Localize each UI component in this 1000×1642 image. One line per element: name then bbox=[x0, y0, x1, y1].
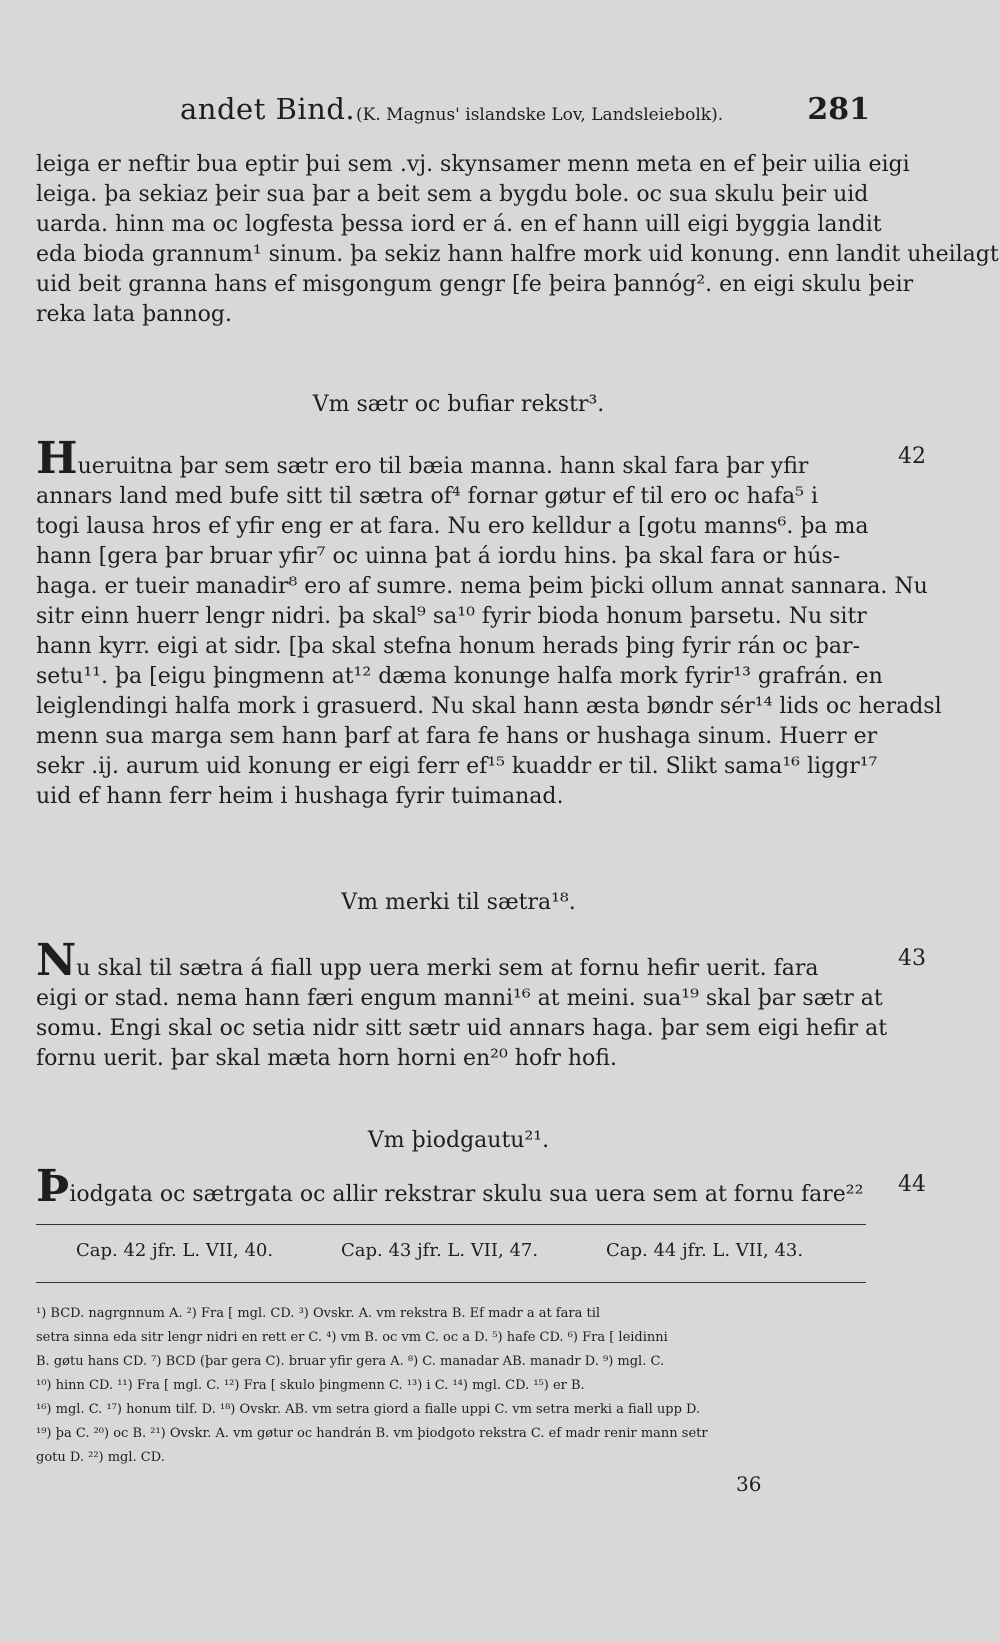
text-line: haga. er tueir manadir⁸ ero af sumre. nema þeim þicki ollum annat sannara. Nu bbox=[36, 574, 928, 599]
footnote-line: B. gøtu hans CD. ⁷) BCD (þar gera C). bruar yfir gera A. ⁸) C. manadar AB. manadr D. ⁹) mgl. C. bbox=[36, 1354, 665, 1369]
text-line: Nu skal til sætra á fiall upp uera merki sem at fornu hefir uerit. fara bbox=[36, 935, 819, 986]
text-line: uid ef hann ferr heim i hushaga fyrir tuimanad. bbox=[36, 784, 564, 809]
text-line: eda bioda grannum¹ sinum. þa sekiz hann halfre mork uid konung. enn landit uheilagt bbox=[36, 242, 999, 267]
section-heading-44: Vm þiodgautu²¹. bbox=[367, 1128, 550, 1153]
section-heading-43: Vm merki til sætra¹⁸. bbox=[341, 890, 576, 915]
text-line: setu¹¹. þa [eigu þingmenn at¹² dæma konunge halfa mork fyrir¹³ grafrán. en bbox=[36, 664, 883, 689]
footnote-line: ¹) BCD. nagrgnnum A. ²) Fra [ mgl. CD. ³) Ovskr. A. vm rekstra B. Ef madr a at fara til bbox=[36, 1306, 601, 1321]
section-text-43 bbox=[36, 935, 888, 1074]
page-number: 281 bbox=[807, 92, 870, 127]
text-line: leiglendingi halfa mork i grasuerd. Nu skal hann æsta bøndr sér¹⁴ lids oc heradsl bbox=[36, 694, 942, 719]
divider-rule bbox=[36, 1224, 866, 1225]
footnote-line: ¹⁶) mgl. C. ¹⁷) honum tilf. D. ¹⁸) Ovskr. AB. vm setra giord a fialle uppi C. vm setra merki a fiall upp D. bbox=[36, 1402, 701, 1417]
footnote-line: setra sinna eda sitr lengr nidri en rett er C. ⁴) vm B. oc vm C. oc a D. ⁵) hafe CD. ⁶) Fra [ leidinni bbox=[36, 1330, 668, 1345]
text-line: hann kyrr. eigi at sidr. [þa skal stefna honum herads þing fyrir rán oc þar- bbox=[36, 634, 861, 659]
text-line: togi lausa hros ef yfir eng er at fara. Nu ero kelldur a [gotu manns⁶. þa ma bbox=[36, 514, 869, 539]
text-line: hann [gera þar bruar yfir⁷ oc uinna þat á iordu hins. þa skal fara or hús- bbox=[36, 544, 841, 569]
reference-44: Cap. 44 jfr. L. VII, 43. bbox=[606, 1240, 804, 1261]
text-line: reka lata þannog. bbox=[36, 302, 232, 327]
reference-42: Cap. 42 jfr. L. VII, 40. bbox=[76, 1240, 274, 1261]
footnote-line: gotu D. ²²) mgl. CD. bbox=[36, 1450, 165, 1465]
text-line: Hueruitna þar sem sætr ero til bæia manna. hann skal fara þar yfir bbox=[36, 433, 809, 484]
text-line: sitr einn huerr lengr nidri. þa skal⁹ sa¹⁰ fyrir bioda honum þarsetu. Nu sitr bbox=[36, 604, 867, 629]
running-header bbox=[180, 92, 870, 136]
footnote-line: ¹⁰) hinn CD. ¹¹) Fra [ mgl. C. ¹²) Fra [ skulo þingmenn C. ¹³) i C. ¹⁴) mgl. CD. ¹⁵) er B. bbox=[36, 1378, 585, 1393]
signature-mark: 36 bbox=[736, 1472, 762, 1496]
text-line: menn sua marga sem hann þarf at fara fe hans or hushaga sinum. Huerr er bbox=[36, 724, 878, 749]
section-heading-42: Vm sætr oc bufiar rekstr³. bbox=[312, 392, 605, 417]
header-title: andet Bind. bbox=[180, 92, 356, 126]
text-line: fornu uerit. þar skal mæta horn horni en²⁰ hofr hofi. bbox=[36, 1046, 617, 1071]
footnote-line: ¹⁹) þa C. ²⁰) oc B. ²¹) Ovskr. A. vm gøtur oc handrán B. vm þiodgoto rekstra C. ef madr renir mann setr bbox=[36, 1426, 708, 1441]
drop-initial: H bbox=[36, 433, 78, 484]
text-line: leiga er neftir bua eptir þui sem .vj. skynsamer menn meta en ef þeir uilia eigi bbox=[36, 152, 910, 177]
text-line: leiga. þa sekiaz þeir sua þar a beit sem a bygdu bole. oc sua skulu þeir uid bbox=[36, 182, 869, 207]
chapter-number-42: 42 bbox=[898, 444, 926, 469]
intro-paragraph bbox=[36, 150, 999, 330]
divider-rule bbox=[36, 1282, 866, 1283]
text-line: uarda. hinn ma oc logfesta þessa iord er á. en ef hann uill eigi byggia landit bbox=[36, 212, 882, 237]
header-subtitle: (K. Magnus' islandske Lov, Landsleiebolk). bbox=[356, 105, 724, 125]
section-text-44 bbox=[36, 1161, 881, 1212]
text-line: Þiodgata oc sætrgata oc allir rekstrar skulu sua uera sem at fornu fare²² bbox=[36, 1161, 864, 1212]
text-line: uid beit granna hans ef misgongum gengr [fe þeira þannóg². en eigi skulu þeir bbox=[36, 272, 914, 297]
chapter-number-44: 44 bbox=[898, 1172, 926, 1197]
reference-43: Cap. 43 jfr. L. VII, 47. bbox=[341, 1240, 539, 1261]
chapter-number-43: 43 bbox=[898, 946, 926, 971]
text-line: annars land med bufe sitt til sætra of⁴ fornar gøtur ef til ero oc hafa⁵ i bbox=[36, 484, 819, 509]
drop-initial: N bbox=[36, 935, 77, 986]
footnotes bbox=[36, 1302, 881, 1470]
drop-initial: Þ bbox=[36, 1161, 70, 1212]
text-line: somu. Engi skal oc setia nidr sitt sætr uid annars haga. þar sem eigi hefir at bbox=[36, 1016, 888, 1041]
text-line: eigi or stad. nema hann færi engum manni¹⁶ at meini. sua¹⁹ skal þar sætr at bbox=[36, 986, 883, 1011]
text-line: sekr .ij. aurum uid konung er eigi ferr ef¹⁵ kuaddr er til. Slikt sama¹⁶ liggr¹⁷ bbox=[36, 754, 878, 779]
